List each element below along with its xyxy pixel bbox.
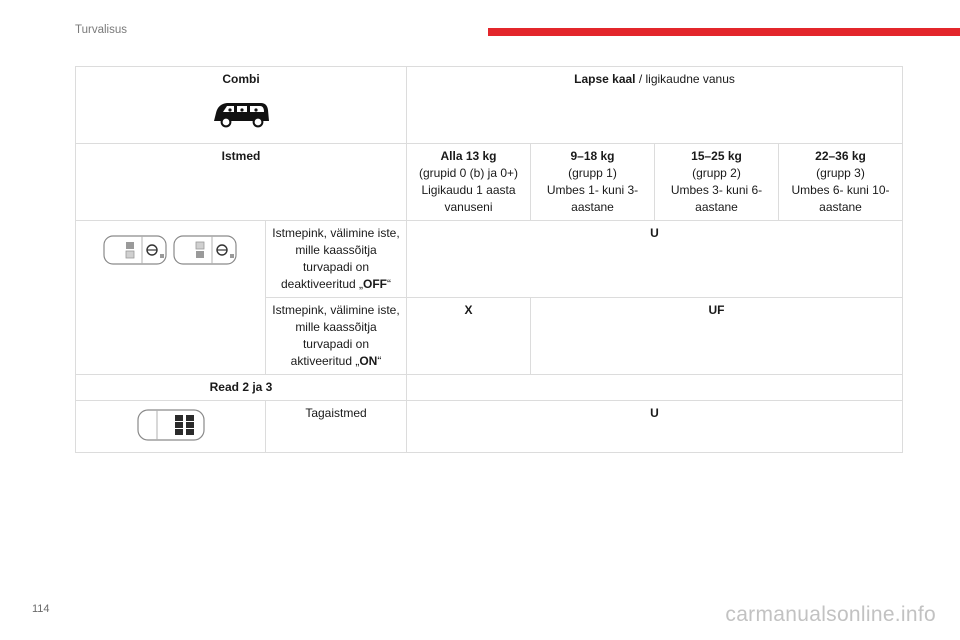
rows-label-empty [407,375,903,401]
rows-label: Read 2 ja 3 [76,375,407,401]
section-color-bar [488,28,960,36]
front-seat-icon-cell [76,221,266,375]
airbag-off-text: Istmepink, välimine iste, mille kaassõitja turvapadi on deaktiveeritud „ [272,226,400,291]
rear-seats-value: U [407,401,903,453]
group-name: (grupp 3) [816,166,865,180]
page-number: 114 [32,603,50,615]
weight-header-rest: / ligikaudne vanus [635,72,735,86]
group-weight: 22–36 kg [815,149,866,163]
airbag-on-value-first: X [407,298,531,375]
group-weight: Alla 13 kg [440,149,497,163]
group-age: Umbes 1- kuni 3-aastane [546,183,639,214]
airbag-on-text: Istmepink, välimine iste, mille kaassõitja turvapadi on aktiveeritud „ [272,303,400,368]
watermark: carmanualsonline.info [725,603,936,626]
weight-header-cell [407,67,903,144]
airbag-off-value: U [407,221,903,298]
airbag-off-label-cell [266,221,407,298]
rear-seats-icon [135,407,207,443]
seats-label: Istmed [76,144,407,221]
child-seat-table [75,66,903,453]
airbag-on-flag: ON [359,354,378,368]
airbag-off-quote: “ [387,277,392,291]
group-age: Ligikaudu 1 aasta vanuseni [421,183,516,214]
group-cell [531,144,655,221]
airbag-on-quote: “ [377,354,382,368]
group-weight: 15–25 kg [691,149,742,163]
group-name: (grupp 1) [568,166,617,180]
group-cell [407,144,531,221]
group-name: (grupid 0 (b) ja 0+) [418,166,519,180]
group-weight: 9–18 kg [570,149,615,163]
group-age: Umbes 6- kuni 10-aastane [791,183,890,214]
group-cell [655,144,779,221]
front-passenger-seat-icon [172,233,240,267]
airbag-on-value-rest: UF [531,298,903,375]
rear-seat-icon-cell [76,401,266,453]
group-name: (grupp 2) [692,166,741,180]
vehicle-type-cell [76,67,407,144]
weight-header-bold: Lapse kaal [574,72,636,86]
vehicle-type-label: Combi [222,72,260,86]
rear-seats-label: Tagaistmed [266,401,407,453]
group-age: Umbes 3- kuni 6-aastane [670,183,763,214]
vehicle-side-icon [211,100,271,128]
group-cell [779,144,903,221]
front-passenger-seat-icon [102,233,170,267]
airbag-off-flag: OFF [363,277,388,291]
section-title: Turvalisus [75,24,127,36]
airbag-on-label-cell [266,298,407,375]
